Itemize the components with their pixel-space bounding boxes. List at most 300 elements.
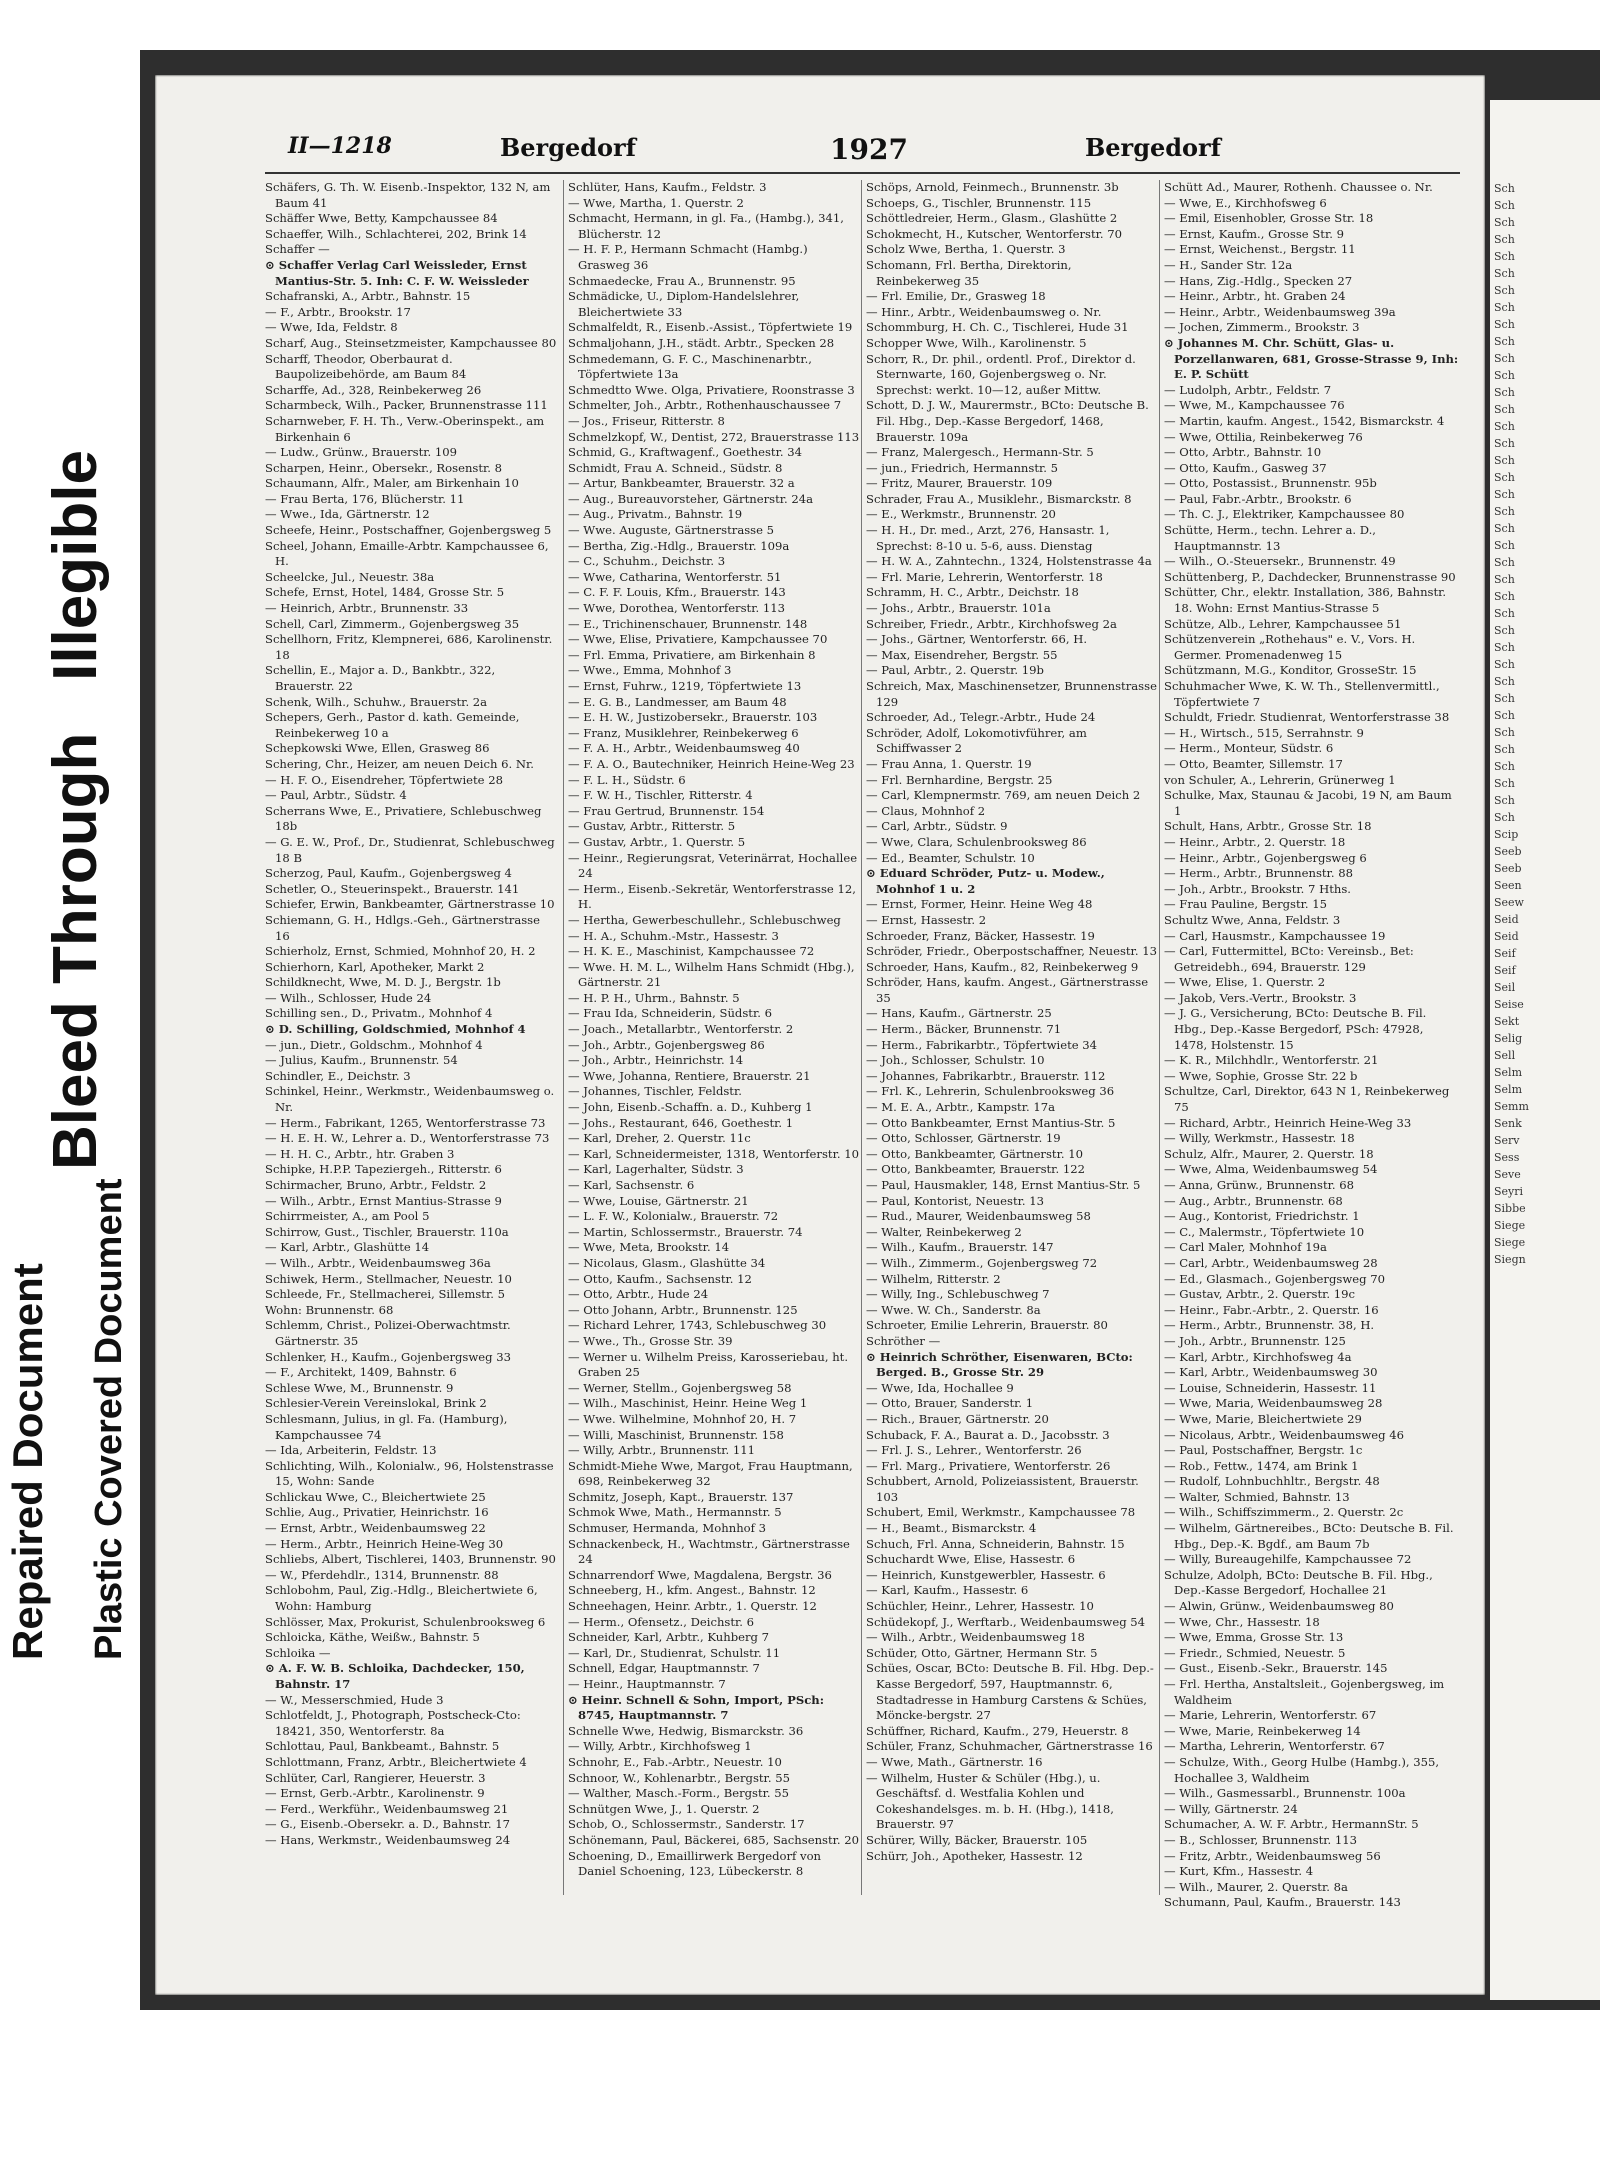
next-page-entry-fragment: Seif <box>1494 947 1516 960</box>
directory-entry: — W., Messerschmied, Hude 3 <box>265 1692 444 1707</box>
next-page-entry-fragment: Sch <box>1494 590 1515 603</box>
directory-entry: Schmuser, Hermanda, Mohnhof 3 <box>568 1521 766 1536</box>
directory-entry: — H., Sander Str. 12a <box>1164 257 1293 272</box>
directory-entry: Schröder, Friedr., Oberpostschaffner, Neuestr. 13 <box>866 944 1157 959</box>
directory-entry: — Karl, Arbtr., Weidenbaumsweg 30 <box>1164 1365 1378 1380</box>
directory-entry: Schommburg, H. Ch. C., Tischlerei, Hude 31 <box>866 320 1129 335</box>
directory-entry: — Johs., Gärtner, Wentorferstr. 66, H. <box>866 632 1088 647</box>
directory-entry: — Rich., Brauer, Gärtnerstr. 20 <box>866 1411 1049 1426</box>
directory-entry: Schöps, Arnold, Feinmech., Brunnenstr. 3b <box>866 180 1119 194</box>
directory-entry: — Wilh., Zimmerm., Gojenbergsweg 72 <box>866 1255 1098 1270</box>
directory-entry: — Wwe, Sophie, Grosse Str. 22 b <box>1164 1068 1358 1083</box>
next-page-entry-fragment: Seid <box>1494 913 1519 926</box>
directory-entry: — Martin, Schlossermstr., Brauerstr. 74 <box>568 1224 803 1239</box>
directory-entry: Schnarrendorf Wwe, Magdalena, Bergstr. 36 <box>568 1567 832 1582</box>
directory-entry: Schmädicke, U., Diplom-Handelslehrer, Bleichertwiete 33 <box>568 289 800 319</box>
directory-entry: — H. F. P., Hermann Schmacht (Hambg.) Grasweg 36 <box>568 242 808 272</box>
directory-entry: — H. E. H. W., Lehrer a. D., Wentorferstrasse 73 <box>265 1131 550 1146</box>
directory-entry: — Gustav, Arbtr., 2. Querstr. 19c <box>1164 1287 1356 1302</box>
directory-entry: Scharffe, Ad., 328, Reinbekerweg 26 <box>265 382 482 397</box>
directory-entry: Scharpen, Heinr., Obersekr., Rosenstr. 8 <box>265 460 503 475</box>
directory-entry: Schroeder, Ad., Telegr.-Arbtr., Hude 24 <box>866 710 1096 725</box>
directory-entry: — Frau Pauline, Bergstr. 15 <box>1164 897 1328 912</box>
directory-entry: Schellhorn, Fritz, Klempnerei, 686, Karolinenstr. 18 <box>265 632 553 662</box>
directory-entry: ⊙ D. Schilling, Goldschmied, Mohnhof 4 <box>265 1022 526 1037</box>
directory-entry: Schnohr, E., Fab.-Arbtr., Neuestr. 10 <box>568 1754 782 1769</box>
directory-entry: — Otto, Brauer, Sanderstr. 1 <box>866 1396 1034 1411</box>
directory-entry: Schmidt-Miehe Wwe, Margot, Frau Hauptmann, 698, Reinbekerweg 32 <box>568 1458 853 1489</box>
directory-entry: Schirrmeister, A., am Pool 5 <box>265 1209 430 1224</box>
directory-entry: Schütze, Alb., Lehrer, Kampchaussee 51 <box>1164 616 1402 631</box>
directory-entry: — Aug., Bureauvorsteher, Gärtnerstr. 24a <box>568 491 814 506</box>
directory-entry: Schulze, Adolph, BCto: Deutsche B. Fil. Hbg., Dep.-Kasse Bergedorf, Hochallee 21 <box>1164 1567 1433 1598</box>
directory-entry: — Herm., Bäcker, Brunnenstr. 71 <box>866 1022 1062 1037</box>
directory-entry: Schäffer Wwe, Betty, Kampchaussee 84 <box>265 211 498 226</box>
directory-entry: Schloicka, Käthe, Weißw., Bahnstr. 5 <box>265 1630 480 1645</box>
directory-entry: Schöttledreier, Herm., Glasm., Glashütte 2 <box>866 211 1118 226</box>
directory-entry: — E. H. W., Justizobersekr., Brauerstr. 103 <box>568 710 818 725</box>
next-page-entry-fragment: Selm <box>1494 1083 1522 1096</box>
directory-entry: — Wwe, Ida, Hochallee 9 <box>866 1380 1014 1395</box>
directory-entry: — Wwe, Elise, 1. Querstr. 2 <box>1164 975 1326 990</box>
directory-entry: — Marie, Lehrerin, Wentorferstr. 67 <box>1164 1708 1377 1723</box>
directory-entry: — Ernst, Hassestr. 2 <box>866 912 987 927</box>
directory-entry: Schüttenberg, P., Dachdecker, Brunnenstrasse 90 <box>1164 569 1456 584</box>
directory-entry: — F. L. H., Südstr. 6 <box>568 772 686 787</box>
directory-entry: — Karl, Dreher, 2. Querstr. 11c <box>568 1131 751 1146</box>
directory-entry: Schepkowski Wwe, Ellen, Grasweg 86 <box>265 741 490 756</box>
directory-entry: Scharnweber, F. H. Th., Verw.-Oberinspekt., am Birkenhain 6 <box>265 413 545 444</box>
directory-entry: — Friedr., Schmied, Neuestr. 5 <box>1164 1645 1346 1660</box>
directory-entry: Schiemann, G. H., Hdlgs.-Geh., Gärtnerstrasse 16 <box>265 912 540 943</box>
directory-entry: — Heinrich, Arbtr., Brunnenstr. 33 <box>265 601 469 616</box>
directory-entry: — F. A. H., Arbtr., Weidenbaumsweg 40 <box>568 741 800 756</box>
directory-entry: Schüder, Otto, Gärtner, Hermann Str. 5 <box>866 1645 1098 1660</box>
next-page-entry-fragment: Sch <box>1494 420 1515 433</box>
directory-entry: — Ferd., Werkführ., Weidenbaumsweg 21 <box>265 1801 509 1816</box>
directory-entry: Schott, D. J. W., Maurermstr., BCto: Deutsche B. Fil. Hbg., Dep.-Kasse Bergedorf, 1468, Brauerstr. 109a <box>866 398 1149 444</box>
next-page-entry-fragment: Sch <box>1494 573 1515 586</box>
directory-entry: — Frl. Bernhardine, Bergstr. 25 <box>866 772 1053 787</box>
directory-entry: — H. K. E., Maschinist, Kampchaussee 72 <box>568 944 815 959</box>
directory-entry: — Karl, Dr., Studienrat, Schulstr. 11 <box>568 1645 781 1660</box>
directory-entry: — Hertha, Gewerbeschullehr., Schlebuschweg <box>568 912 841 927</box>
directory-entry: — Franz, Malergesch., Hermann-Str. 5 <box>866 445 1094 460</box>
directory-entry: — Paul, Fabr.-Arbtr., Brookstr. 6 <box>1164 491 1352 506</box>
directory-entry: — Ernst, Arbtr., Weidenbaumsweg 22 <box>265 1521 486 1536</box>
directory-entry: — Wwe, Dorothea, Wentorferstr. 113 <box>568 601 785 616</box>
directory-entry: — Ludw., Grünw., Brauerstr. 109 <box>265 445 458 460</box>
directory-entry: — Karl, Lagerhalter, Südstr. 3 <box>568 1162 744 1177</box>
directory-entry: — E. G. B., Landmesser, am Baum 48 <box>568 694 787 709</box>
directory-entry: — Wwe, Marie, Reinbekerweg 14 <box>1164 1723 1361 1738</box>
directory-columns <box>265 180 1460 1910</box>
next-page-entry-fragment: Sch <box>1494 386 1515 399</box>
directory-entry: Schokmecht, H., Kutscher, Wentorferstr. 70 <box>866 226 1123 241</box>
directory-entry: Schumann, Paul, Kaufm., Brauerstr. 143 <box>1164 1895 1401 1910</box>
directory-entry: — Wilh., Maschinist, Heinr. Heine Weg 1 <box>568 1396 808 1411</box>
directory-entry: Schramm, H. C., Arbtr., Deichstr. 18 <box>866 585 1079 600</box>
directory-entry: Scharff, Theodor, Oberbaurat d. Baupolizeibehörde, am Baum 84 <box>265 351 467 382</box>
directory-entry: — C., Malermstr., Töpfertwiete 10 <box>1164 1224 1365 1239</box>
directory-entry: Schepers, Gerh., Pastor d. kath. Gemeinde, Reinbekerweg 10 a <box>265 710 520 740</box>
next-page-entry-fragment: Sess <box>1494 1151 1520 1164</box>
directory-entry: — Otto, Kaufm., Gasweg 37 <box>1164 460 1327 475</box>
directory-entry: — C. F. F. Louis, Kfm., Brauerstr. 143 <box>568 585 786 600</box>
directory-entry: — Wwe, Ottilia, Reinbekerweg 76 <box>1164 429 1363 444</box>
next-page-entry-fragment: Sch <box>1494 624 1515 637</box>
directory-entry: Schürr, Joh., Apotheker, Hassestr. 12 <box>866 1848 1083 1863</box>
directory-entry: — Carl, Arbtr., Weidenbaumsweg 28 <box>1164 1255 1378 1270</box>
directory-entry: — Willi, Maschinist, Brunnenstr. 158 <box>568 1427 784 1442</box>
next-page-entry-fragment: Seil <box>1494 981 1516 994</box>
side-labels <box>0 0 140 2177</box>
next-page-entry-fragment: Senk <box>1494 1117 1522 1130</box>
directory-entry: Schultz Wwe, Anna, Feldstr. 3 <box>1164 912 1341 927</box>
next-page-entry-fragment: Sch <box>1494 522 1515 535</box>
directory-entry: — Willy, Bureaugehilfe, Kampchaussee 72 <box>1164 1552 1412 1567</box>
directory-entry: Schipke, H.P.P. Tapeziergeh., Ritterstr. 6 <box>265 1162 502 1177</box>
directory-entry: — Martha, Lehrerin, Wentorferstr. 67 <box>1164 1739 1385 1754</box>
directory-entry: Schetler, O., Steuerinspekt., Brauerstr. 141 <box>265 881 520 896</box>
directory-entry: Schüdekopf, J., Werftarb., Weidenbaumsweg 54 <box>866 1614 1146 1629</box>
next-page-entry-fragment: Sch <box>1494 335 1515 348</box>
directory-entry: — Kurt, Kfm., Hassestr. 4 <box>1164 1864 1314 1879</box>
directory-entry: Schierhorn, Karl, Apotheker, Markt 2 <box>265 959 485 974</box>
directory-entry: — Paul, Hausmakler, 148, Ernst Mantius-Str. 5 <box>866 1178 1141 1192</box>
directory-entry: — F. A. O., Bautechniker, Heinrich Heine-Weg 23 <box>568 756 855 771</box>
column-3 <box>861 180 1158 1895</box>
directory-entry: — Wwe, Alma, Weidenbaumsweg 54 <box>1164 1162 1378 1177</box>
directory-entry: — B., Schlosser, Brunnenstr. 113 <box>1164 1832 1358 1847</box>
directory-entry: — Max, Eisendreher, Bergstr. 55 <box>866 647 1058 662</box>
directory-entry: Schulke, Max, Staunau & Jacobi, 19 N, am Baum 1 <box>1164 788 1452 818</box>
directory-entry: Schilling sen., D., Privatm., Mohnhof 4 <box>265 1006 493 1021</box>
directory-entry: — Frl. Marg., Privatiere, Wentorferstr. 26 <box>866 1458 1111 1473</box>
directory-entry: von Schuler, A., Lehrerin, Grünerweg 1 <box>1164 772 1396 787</box>
next-page-entry-fragment: Seeb <box>1494 862 1522 875</box>
next-page-entry-fragment: Sch <box>1494 233 1515 246</box>
directory-entry: Schubbert, Arnold, Polizeiassistent, Brauerstr. 103 <box>866 1474 1139 1504</box>
directory-entry: Schaeffer, Wilh., Schlachterei, 202, Brink 14 <box>265 226 527 241</box>
directory-entry: — H. H. C., Arbtr., htr. Graben 3 <box>265 1146 455 1161</box>
directory-entry: — W., Pferdehdlr., 1314, Brunnenstr. 88 <box>265 1567 499 1582</box>
directory-entry: — Heinr., Arbtr., ht. Graben 24 <box>1164 289 1346 304</box>
directory-entry: — Frau Ida, Schneiderin, Südstr. 6 <box>568 1006 772 1021</box>
next-page-entry-fragment: Sch <box>1494 369 1515 382</box>
directory-entry: — Karl, Sachsenstr. 6 <box>568 1178 695 1192</box>
directory-entry: — Wwe, Martha, 1. Querstr. 2 <box>568 195 744 210</box>
directory-entry: — Frl. Hertha, Anstaltsleit., Gojenbergsweg, im Waldheim <box>1164 1677 1445 1707</box>
directory-entry: ⊙ Eduard Schröder, Putz- u. Modew., Mohnhof 1 u. 2 <box>866 866 1105 896</box>
directory-entry: — Ed., Beamter, Schulstr. 10 <box>866 850 1035 865</box>
directory-entry: — Joach., Metallarbtr., Wentorferstr. 2 <box>568 1022 794 1037</box>
directory-entry: Schuback, F. A., Baurat a. D., Jacobsstr. 3 <box>866 1427 1110 1442</box>
directory-entry: — Johs., Restaurant, 646, Goethestr. 1 <box>568 1115 794 1130</box>
directory-entry: — Jochen, Zimmerm., Brookstr. 3 <box>1164 320 1360 335</box>
directory-entry: Schultze, Carl, Direktor, 643 N 1, Reinbekerweg 75 <box>1164 1084 1450 1115</box>
directory-entry: — Gustav, Arbtr., Ritterstr. 5 <box>568 819 736 834</box>
next-page-entry-fragment: Sch <box>1494 250 1515 263</box>
directory-entry: Schleede, Fr., Stellmacherei, Sillemstr. 5 <box>265 1287 505 1302</box>
next-page-entry-fragment: Seid <box>1494 930 1519 943</box>
next-page-entry-fragment: Selm <box>1494 1066 1522 1079</box>
directory-entry: — Willy, Arbtr., Kirchhofsweg 1 <box>568 1739 752 1754</box>
directory-entry: Schaumann, Alfr., Maler, am Birkenhain 10 <box>265 476 519 491</box>
directory-entry: — Willy, Arbtr., Brunnenstr. 111 <box>568 1443 755 1458</box>
next-page-entry-fragment: Siege <box>1494 1236 1526 1249</box>
next-page-entry-fragment: Sch <box>1494 607 1515 620</box>
plastic-covered-label: Plastic Covered Document <box>88 1178 130 1660</box>
directory-entry: — Wilh., Arbtr., Ernst Mantius-Strasse 9 <box>265 1193 502 1208</box>
directory-entry: Scheel, Johann, Emaille-Arbtr. Kampchaussee 6, H. <box>265 538 549 569</box>
directory-entry: — Frl. K., Lehrerin, Schulenbrooksweg 36 <box>866 1084 1115 1099</box>
directory-entry: — C., Schuhm., Deichstr. 3 <box>568 554 726 569</box>
directory-entry: Schrader, Frau A., Musiklehr., Bismarckstr. 8 <box>866 491 1132 506</box>
directory-entry: — H. A., Schuhm.-Mstr., Hassestr. 3 <box>568 928 779 943</box>
directory-entry: — Wilhelm, Huster & Schüler (Hbg.), u. Geschäftsf. d. Westfalia Kohlen und Cokeshandelsges. m. b. H. (Hbg.), 1418, Brauerstr. 97 <box>866 1770 1114 1832</box>
directory-entry: Schlesier-Verein Vereinslokal, Brink 2 <box>265 1396 487 1411</box>
directory-entry: — Wilh., Maurer, 2. Querstr. 8a <box>1164 1879 1348 1894</box>
next-page-entry-fragment: Seise <box>1494 998 1524 1011</box>
directory-entry: — Wwe, Catharina, Wentorferstr. 51 <box>568 569 782 584</box>
page-number: II—1218 <box>288 133 392 159</box>
directory-entry: — Joh., Arbtr., Gojenbergsweg 86 <box>568 1037 765 1052</box>
next-page-entry-fragment: Sch <box>1494 267 1515 280</box>
next-page-entry-fragment: Sch <box>1494 471 1515 484</box>
directory-entry: — Frl. Emilie, Dr., Grasweg 18 <box>866 289 1046 304</box>
directory-entry: — Karl, Kaufm., Hassestr. 6 <box>866 1583 1029 1598</box>
directory-entry: — Wwe, Louise, Gärtnerstr. 21 <box>568 1193 749 1208</box>
directory-entry: — jun., Friedrich, Hermannstr. 5 <box>866 460 1058 475</box>
directory-entry: Schildknecht, Wwe, M. D. J., Bergstr. 1b <box>265 975 501 990</box>
next-page-entry-fragment: Sekt <box>1494 1015 1520 1028</box>
directory-entry: Schüchler, Heinr., Lehrer, Hassestr. 10 <box>866 1599 1094 1614</box>
directory-entry: Schellin, E., Major a. D., Bankbtr., 322, Brauerstr. 22 <box>265 663 496 693</box>
directory-entry: — Heinr., Arbtr., Weidenbaumsweg 39a <box>1164 304 1396 319</box>
next-page-entry-fragment: Sch <box>1494 641 1515 654</box>
directory-entry: — Paul, Postschaffner, Bergstr. 1c <box>1164 1443 1363 1458</box>
next-page-entry-fragment: Sch <box>1494 182 1515 195</box>
directory-entry: Schroeter, Emilie Lehrerin, Brauerstr. 80 <box>866 1318 1108 1333</box>
directory-entry: Schering, Chr., Heizer, am neuen Deich 6. Nr. <box>265 756 534 771</box>
directory-entry: Schmok Wwe, Math., Hermannstr. 5 <box>568 1505 782 1520</box>
directory-entry: — Louise, Schneiderin, Hassestr. 11 <box>1164 1380 1377 1395</box>
directory-entry: — Otto, Bankbeamter, Gärtnerstr. 10 <box>866 1146 1083 1161</box>
next-page-entry-fragment: Sch <box>1494 692 1515 705</box>
directory-entry: — Martin, kaufm. Angest., 1542, Bismarckstr. 4 <box>1164 413 1445 428</box>
directory-entry: Schefe, Ernst, Hotel, 1484, Grosse Str. 5 <box>265 585 505 600</box>
directory-entry: Schürer, Willy, Bäcker, Brauerstr. 105 <box>866 1832 1088 1847</box>
directory-entry: — Ernst, Former, Heinr. Heine Weg 48 <box>866 897 1093 912</box>
directory-entry: — Walter, Reinbekerweg 2 <box>866 1224 1022 1239</box>
directory-entry: — Wwe. W. Ch., Sanderstr. 8a <box>866 1302 1041 1317</box>
directory-entry: Schmelzkopf, W., Dentist, 272, Brauerstrasse 113 <box>568 429 860 444</box>
directory-entry: — Wwe., Emma, Mohnhof 3 <box>568 663 732 678</box>
directory-entry: Schlesmann, Julius, in gl. Fa. (Hamburg), Kampchaussee 74 <box>265 1411 508 1442</box>
next-page-entry-fragment: Sch <box>1494 811 1515 824</box>
next-page-entry-fragment: Selig <box>1494 1032 1523 1045</box>
directory-entry: ⊙ Schaffer Verlag Carl Weissleder, Ernst Mantius-Str. 5. Inh: C. F. W. Weissleder <box>265 257 529 288</box>
year-heading: 1927 <box>830 133 908 166</box>
directory-entry: Schomann, Frl. Bertha, Direktorin, Reinbekerweg 35 <box>866 257 1072 288</box>
directory-entry: Schröther — <box>866 1333 941 1348</box>
directory-entry: — Johannes, Fabrikarbtr., Brauerstr. 112 <box>866 1068 1106 1083</box>
directory-entry: — Frl. J. S., Lehrer., Wentorferstr. 26 <box>866 1443 1082 1458</box>
directory-entry: — Otto, Beamter, Sillemstr. 17 <box>1164 756 1343 771</box>
directory-entry: — Paul, Kontorist, Neuestr. 13 <box>866 1193 1045 1208</box>
directory-entry: — Werner u. Wilhelm Preiss, Karosseriebau, ht. Graben 25 <box>568 1349 849 1380</box>
directory-entry: Schmedemann, G. F. C., Maschinenarbtr., Töpfertwiete 13a <box>568 351 812 382</box>
directory-entry: Schirrow, Gust., Tischler, Brauerstr. 110a <box>265 1224 509 1239</box>
directory-entry: Schlotfeldt, J., Photograph, Postscheck-Cto: 18421, 350, Wentorferstr. 8a <box>265 1708 521 1738</box>
column-1 <box>265 180 557 1895</box>
directory-entry: Schnelle Wwe, Hedwig, Bismarckstr. 36 <box>568 1723 804 1738</box>
directory-entry: — Julius, Kaufm., Brunnenstr. 54 <box>265 1053 458 1068</box>
directory-entry: Schnell, Edgar, Hauptmannstr. 7 <box>568 1661 760 1676</box>
directory-entry: — Emil, Eisenhobler, Grosse Str. 18 <box>1164 211 1374 226</box>
directory-entry: — Ida, Arbeiterin, Feldstr. 13 <box>265 1443 437 1458</box>
next-page-entry-fragment: Sch <box>1494 488 1515 501</box>
directory-entry: — F. W. H., Tischler, Ritterstr. 4 <box>568 788 753 803</box>
directory-entry: — Artur, Bankbeamter, Brauerstr. 32 a <box>568 476 795 491</box>
directory-entry: Schlösser, Max, Prokurist, Schulenbrooksweg 6 <box>265 1614 546 1629</box>
directory-entry: Schlobohm, Paul, Zig.-Hdlg., Bleichertwiete 6, Wohn: Hamburg <box>265 1583 538 1614</box>
directory-entry: — Ernst, Kaufm., Grosse Str. 9 <box>1164 226 1344 241</box>
directory-entry: — Wwe, M., Kampchaussee 76 <box>1164 398 1345 413</box>
directory-entry: Schütter, Chr., elektr. Installation, 386, Bahnstr. 18. Wohn: Ernst Mantius-Strasse 5 <box>1164 585 1447 616</box>
directory-entry: Scharmbeck, Wilh., Packer, Brunnenstrasse 111 <box>265 398 548 413</box>
directory-entry: — Karl, Schneidermeister, 1318, Wentorferstr. 10 <box>568 1146 859 1161</box>
directory-entry: — Frl. Marie, Lehrerin, Wentorferstr. 18 <box>866 569 1103 584</box>
header-rule <box>265 172 1460 174</box>
directory-entry: Schuhmacher Wwe, K. W. Th., Stellenvermittl., Töpfertwiete 7 <box>1164 679 1440 709</box>
directory-entry: Schmalfeldt, R., Eisenb.-Assist., Töpfertwiete 19 <box>568 320 853 335</box>
bleed-through-text: Bleed Through <box>41 732 110 1170</box>
next-page-entry-fragment: Siege <box>1494 1219 1526 1232</box>
directory-entry: — Wwe., Th., Grosse Str. 39 <box>568 1333 733 1348</box>
directory-entry: — Wwe, Meta, Brookstr. 14 <box>568 1240 730 1255</box>
directory-entry: — Aug., Privatm., Bahnstr. 19 <box>568 507 743 522</box>
directory-entry: — Wwe. Wilhelmine, Mohnhof 20, H. 7 <box>568 1411 797 1426</box>
next-page-entry-fragment: Sch <box>1494 658 1515 671</box>
directory-entry: Scholz Wwe, Bertha, 1. Querstr. 3 <box>866 242 1066 257</box>
directory-entry: — Frau Berta, 176, Blücherstr. 11 <box>265 491 465 506</box>
directory-entry: Schütte, Herm., techn. Lehrer a. D., Hauptmannstr. 13 <box>1164 523 1376 553</box>
directory-entry: — H. P. H., Uhrm., Bahnstr. 5 <box>568 990 740 1005</box>
directory-entry: Schulz, Alfr., Maurer, 2. Querstr. 18 <box>1164 1146 1374 1161</box>
directory-entry: Wohn: Brunnenstr. 68 <box>265 1302 394 1317</box>
directory-entry: Schüler, Franz, Schuhmacher, Gärtnerstrasse 16 <box>866 1739 1153 1754</box>
next-page-entry-fragment: Scip <box>1494 828 1519 841</box>
directory-entry: Schindler, E., Deichstr. 3 <box>265 1068 411 1083</box>
directory-entry: Schützmann, M.G., Konditor, GrosseStr. 15 <box>1164 663 1417 678</box>
directory-entry: — Otto Bankbeamter, Ernst Mantius-Str. 5 <box>866 1115 1116 1130</box>
next-page-entry-fragment: Sch <box>1494 726 1515 739</box>
directory-entry: Schopper Wwe, Wilh., Karolinenstr. 5 <box>866 335 1087 350</box>
next-page-entry-fragment: Sell <box>1494 1049 1516 1062</box>
directory-entry: Schorr, R., Dr. phil., ordentl. Prof., Direktor d. Sternwarte, 160, Gojenbergsweg o. Nr. Sprechst: werkt. 10—12, außer Mittw. <box>866 351 1136 397</box>
directory-entry: Schönemann, Paul, Bäckerei, 685, Sachsenstr. 20 <box>568 1832 860 1847</box>
directory-entry: Schoeps, G., Tischler, Brunnenstr. 115 <box>866 195 1092 210</box>
directory-entry: — Hans, Kaufm., Gärtnerstr. 25 <box>866 1006 1052 1021</box>
directory-entry: Schult, Hans, Arbtr., Grosse Str. 18 <box>1164 819 1372 834</box>
directory-entry: — Wwe, Johanna, Rentiere, Brauerstr. 21 <box>568 1068 811 1083</box>
directory-entry: Scheefe, Heinr., Postschaffner, Gojenbergsweg 5 <box>265 523 552 538</box>
directory-entry: — Wwe, Marie, Bleichertwiete 29 <box>1164 1411 1362 1426</box>
directory-entry: — Werner, Stellm., Gojenbergsweg 58 <box>568 1380 792 1395</box>
directory-entry: — Otto, Postassist., Brunnenstr. 95b <box>1164 476 1377 491</box>
directory-entry: — Wwe, Clara, Schulenbrooksweg 86 <box>866 834 1087 849</box>
directory-entry: Schreiber, Friedr., Arbtr., Kirchhofsweg 2a <box>866 616 1117 631</box>
directory-entry: Schmaljohann, J.H., städt. Arbtr., Specken 28 <box>568 335 835 350</box>
directory-entry: — Paul, Arbtr., Südstr. 4 <box>265 788 407 803</box>
directory-entry: — Hinr., Arbtr., Weidenbaumsweg o. Nr. <box>866 304 1102 319</box>
directory-entry: Schoening, D., Emaillirwerk Bergedorf von Daniel Schoening, 123, Lübeckerstr. 8 <box>568 1848 822 1879</box>
next-page-entry-fragment: Sch <box>1494 437 1515 450</box>
directory-entry: Schmaedecke, Frau A., Brunnenstr. 95 <box>568 273 796 288</box>
directory-entry: — Herm., Monteur, Südstr. 6 <box>1164 741 1334 756</box>
page-header <box>270 133 1470 173</box>
directory-entry: Scharf, Aug., Steinsetzmeister, Kampchaussee 80 <box>265 335 557 350</box>
directory-entry: — F., Architekt, 1409, Bahnstr. 6 <box>265 1365 457 1380</box>
directory-entry: ⊙ Heinrich Schröther, Eisenwaren, BCto: Berged. B., Grosse Str. 29 <box>866 1349 1133 1380</box>
directory-entry: — Otto Johann, Arbtr., Brunnenstr. 125 <box>568 1302 798 1317</box>
directory-entry: — Rob., Fettw., 1474, am Brink 1 <box>1164 1458 1359 1473</box>
directory-entry: — Herm., Ofensetz., Deichstr. 6 <box>568 1614 755 1629</box>
next-page-entry-fragment: Sibbe <box>1494 1202 1526 1215</box>
directory-entry: ⊙ A. F. W. B. Schloika, Dachdecker, 150, Bahnstr. 17 <box>265 1661 525 1691</box>
directory-entry: — Karl, Arbtr., Kirchhofsweg 4a <box>1164 1349 1352 1364</box>
directory-entry: — H. H., Dr. med., Arzt, 276, Hansastr. 1, Sprechst: 8-10 u. 5-6, auss. Dienstag <box>866 523 1110 553</box>
directory-entry: — Karl, Arbtr., Glashütte 14 <box>265 1240 430 1255</box>
directory-entry: — Fritz, Arbtr., Weidenbaumsweg 56 <box>1164 1848 1381 1863</box>
directory-entry: — Ed., Glasmach., Gojenbergsweg 70 <box>1164 1271 1385 1286</box>
directory-entry: — Wilhelm, Ritterstr. 2 <box>866 1271 1001 1286</box>
directory-entry: — J. G., Versicherung, BCto: Deutsche B. Fil. Hbg., Dep.-Kasse Bergedorf, PSch: 47928, 1478, Holstenstr. 15 <box>1164 1006 1427 1052</box>
directory-entry: — Rudolf, Lohnbuchhltr., Bergstr. 48 <box>1164 1474 1380 1489</box>
directory-entry: — Wwe, E., Kirchhofsweg 6 <box>1164 195 1327 210</box>
directory-entry: Schües, Oscar, BCto: Deutsche B. Fil. Hbg. Dep.-Kasse Bergedorf, 597, Hauptmannstr. 6, Stadtadresse in Hamburg Carstens & Schües, Möncke-bergstr. 27 <box>866 1661 1154 1723</box>
directory-entry: — Heinr., Arbtr., Gojenbergsweg 6 <box>1164 850 1367 865</box>
illegible-text: Illegible <box>41 450 110 681</box>
directory-entry: Schenk, Wilh., Schuhw., Brauerstr. 2a <box>265 694 488 709</box>
bleed-through-label <box>40 450 111 1170</box>
directory-entry: Schiwek, Herm., Stellmacher, Neuestr. 10 <box>265 1271 512 1286</box>
directory-entry: — G., Eisenb.-Obersekr. a. D., Bahnstr. 17 <box>265 1817 511 1832</box>
next-page-entry-fragment: Sch <box>1494 794 1515 807</box>
directory-entry: — Otto, Schlosser, Gärtnerstr. 19 <box>866 1131 1061 1146</box>
directory-entry: — Bertha, Zig.-Hdlg., Brauerstr. 109a <box>568 538 790 553</box>
place-name-right: Bergedorf <box>1085 133 1222 162</box>
directory-entry: — Herm., Arbtr., Brunnenstr. 38, H. <box>1164 1318 1375 1333</box>
directory-entry: — Heinr., Regierungsrat, Veterinärrat, Hochallee 24 <box>568 850 858 881</box>
directory-entry: Schierholz, Ernst, Schmied, Mohnhof 20, H. 2 <box>265 944 536 959</box>
next-page-entry-fragment: Seeb <box>1494 845 1522 858</box>
directory-entry: — Wwe., Ida, Gärtnerstr. 12 <box>265 507 430 522</box>
directory-entry: Schliebs, Albert, Tischlerei, 1403, Brunnenstr. 90 <box>265 1552 556 1567</box>
directory-entry: Schmacht, Hermann, in gl. Fa., (Hambg.), 341, Blücherstr. 12 <box>568 211 844 241</box>
column-2 <box>563 180 860 1895</box>
next-page-entry-fragment: Siegn <box>1494 1253 1526 1266</box>
next-page-entry-fragment: Sch <box>1494 505 1515 518</box>
next-page-entry-fragment: Sch <box>1494 760 1515 773</box>
next-page-entry-fragment: Seif <box>1494 964 1516 977</box>
directory-entry: Schumacher, A. W. F. Arbtr., HermannStr. 5 <box>1164 1817 1419 1832</box>
next-page-entry-fragment: Sch <box>1494 743 1515 756</box>
next-page-entry-fragment: Sch <box>1494 709 1515 722</box>
directory-entry: — Joh., Schlosser, Schulstr. 10 <box>866 1053 1045 1068</box>
